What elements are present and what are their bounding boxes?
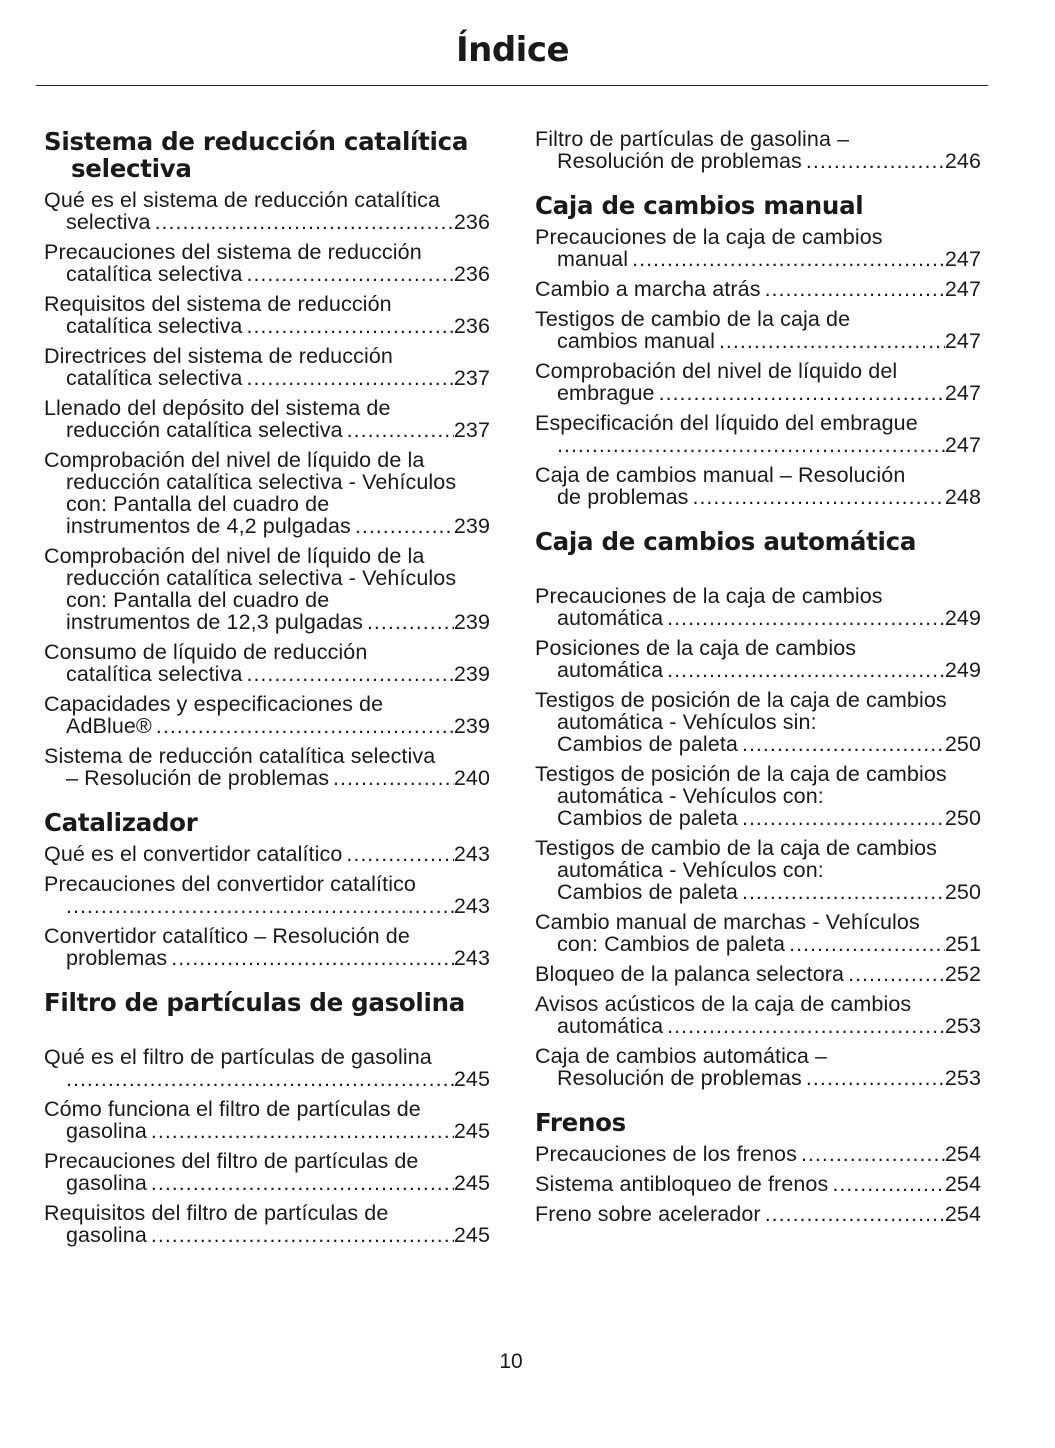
toc-entry[interactable] bbox=[44, 449, 490, 537]
toc-entry-leader-row bbox=[535, 278, 981, 300]
toc-entry[interactable] bbox=[535, 128, 981, 172]
toc-entry[interactable] bbox=[44, 397, 490, 441]
toc-page-number: 247 bbox=[944, 329, 981, 353]
toc-entry[interactable] bbox=[44, 241, 490, 285]
toc-entry-text: Resolución de problemas bbox=[557, 149, 802, 173]
toc-entry-text: Freno sobre acelerador bbox=[535, 1202, 761, 1226]
dot-leader bbox=[246, 315, 453, 337]
toc-entry-leader-row bbox=[535, 963, 981, 985]
toc-page-number: 245 bbox=[453, 1223, 490, 1247]
dot-leader bbox=[246, 263, 453, 285]
toc-entry-leader-row bbox=[557, 659, 981, 681]
dot-leader bbox=[632, 248, 945, 270]
toc-entry-text: reducción catalítica selectiva bbox=[66, 418, 343, 442]
dot-leader bbox=[151, 1172, 454, 1194]
dot-leader bbox=[347, 419, 454, 441]
dot-leader bbox=[742, 881, 945, 903]
toc-entry[interactable] bbox=[535, 689, 981, 755]
toc-page-number: 247 bbox=[944, 381, 981, 405]
toc-entry[interactable] bbox=[535, 585, 981, 629]
toc-entry-text: Cambio manual de marchas - Vehículos bbox=[535, 910, 920, 934]
toc-entry-leader-row bbox=[66, 663, 490, 685]
section-heading: Frenos bbox=[535, 1108, 626, 1137]
toc-entry-text: Testigos de cambio de la caja de bbox=[535, 307, 851, 331]
toc-entry-leader-row bbox=[557, 933, 981, 955]
toc-entry-text: gasolina bbox=[66, 1223, 147, 1247]
dot-leader bbox=[557, 434, 945, 456]
dot-leader bbox=[692, 486, 944, 508]
toc-entry-leader-row bbox=[66, 263, 490, 285]
toc-entry[interactable] bbox=[535, 464, 981, 508]
toc-entry[interactable] bbox=[535, 1173, 981, 1195]
toc-entry-text: Testigos de posición de la caja de cambios automática - Vehículos sin: bbox=[535, 688, 947, 734]
toc-page-number: 236 bbox=[453, 314, 490, 338]
toc-entry-text: catalítica selectiva bbox=[66, 314, 243, 338]
toc-entry-text: Precauciones del convertidor catalítico bbox=[44, 872, 416, 896]
toc-entry[interactable] bbox=[535, 1045, 981, 1089]
toc-entry-text: gasolina bbox=[66, 1171, 147, 1195]
toc-entry-leader-row bbox=[66, 715, 490, 737]
toc-section-frenos bbox=[535, 1109, 981, 1225]
title-divider bbox=[36, 85, 988, 86]
toc-entry-text: Convertidor catalítico – Resolución de bbox=[44, 924, 410, 948]
dot-leader bbox=[355, 515, 454, 537]
dot-leader bbox=[66, 895, 454, 917]
toc-page-number: 250 bbox=[944, 880, 981, 904]
toc-entry-text: embrague bbox=[557, 381, 655, 405]
dot-leader bbox=[832, 1173, 944, 1195]
toc-entry[interactable] bbox=[535, 1203, 981, 1225]
toc-page-number: 236 bbox=[453, 210, 490, 234]
dot-leader bbox=[151, 1120, 454, 1142]
toc-entry-text: Cómo funciona el filtro de partículas de bbox=[44, 1097, 421, 1121]
toc-entry-text: Cambio a marcha atrás bbox=[535, 277, 761, 301]
toc-entry-text: Qué es el convertidor catalítico bbox=[44, 842, 343, 866]
toc-entry-text: Posiciones de la caja de cambios bbox=[535, 636, 857, 660]
dot-leader bbox=[246, 663, 453, 685]
toc-entry-leader-row bbox=[535, 1173, 981, 1195]
dot-leader bbox=[171, 947, 454, 969]
toc-entry-text: Precauciones del filtro de partículas de bbox=[44, 1149, 419, 1173]
toc-entry-leader-row bbox=[557, 1015, 981, 1037]
toc-entry-leader-row bbox=[44, 843, 490, 865]
toc-entry-text: manual bbox=[557, 247, 629, 271]
toc-page-number: 247 bbox=[944, 433, 981, 457]
toc-page-number: 243 bbox=[453, 842, 490, 866]
dot-leader bbox=[346, 843, 453, 865]
toc-entry-leader-row bbox=[66, 367, 490, 389]
toc-entry-leader-row bbox=[535, 1143, 981, 1165]
toc-entry-text: automática bbox=[557, 606, 664, 630]
toc-entry-text: catalítica selectiva bbox=[66, 366, 243, 390]
toc-entry-leader-row bbox=[66, 419, 490, 441]
toc-entry[interactable] bbox=[44, 641, 490, 685]
toc-entry-text: Avisos acústicos de la caja de cambios bbox=[535, 992, 912, 1016]
toc-entry-leader-row bbox=[66, 767, 490, 789]
toc-entry-text: Capacidades y especificaciones de bbox=[44, 692, 384, 716]
section-heading: Filtro de partículas de gasolina bbox=[44, 988, 465, 1017]
toc-page-number: 243 bbox=[453, 946, 490, 970]
toc-entry[interactable] bbox=[44, 1202, 490, 1246]
toc-entry-leader-row bbox=[557, 330, 981, 352]
toc-entry-leader-row bbox=[66, 895, 490, 917]
dot-leader bbox=[765, 278, 945, 300]
section-heading: Caja de cambios manual bbox=[535, 191, 864, 220]
dot-leader bbox=[806, 150, 945, 172]
toc-entry[interactable] bbox=[44, 545, 490, 633]
toc-page-number: 239 bbox=[453, 662, 490, 686]
toc-entry-leader-row bbox=[66, 1120, 490, 1142]
toc-entry-text: Filtro de partículas de gasolina – bbox=[535, 127, 850, 151]
page-title: Índice bbox=[455, 30, 570, 70]
dot-leader bbox=[667, 607, 945, 629]
toc-entry-leader-row bbox=[557, 881, 981, 903]
dot-leader bbox=[789, 933, 945, 955]
dot-leader bbox=[333, 767, 454, 789]
toc-entry-text: Precauciones de la caja de cambios bbox=[535, 225, 883, 249]
toc-page-number: 249 bbox=[944, 658, 981, 682]
toc-entry[interactable] bbox=[535, 226, 981, 270]
toc-entry[interactable] bbox=[535, 911, 981, 955]
toc-entry-text: Directrices del sistema de reducción bbox=[44, 344, 393, 368]
toc-section bbox=[535, 128, 981, 172]
toc-entry-leader-row bbox=[557, 248, 981, 270]
toc-left-column bbox=[44, 128, 490, 1266]
toc-page-number: 243 bbox=[453, 894, 490, 918]
toc-page-number: 239 bbox=[453, 714, 490, 738]
toc-entry-text: Comprobación del nivel de líquido del bbox=[535, 359, 898, 383]
toc-page-number: 248 bbox=[944, 485, 981, 509]
toc-page-number: 254 bbox=[944, 1202, 981, 1226]
dot-leader bbox=[156, 715, 454, 737]
toc-page-number: 246 bbox=[944, 149, 981, 173]
toc-entry-text: Testigos de cambio de la caja de cambios automática - Vehículos con: bbox=[535, 836, 937, 882]
toc-entry-leader-row bbox=[535, 1203, 981, 1225]
toc-entry-text: Especificación del líquido del embrague bbox=[535, 411, 918, 435]
toc-entry-text: Qué es el filtro de partículas de gasolina bbox=[44, 1045, 432, 1069]
toc-entry-text: Cambios de paleta bbox=[557, 806, 738, 830]
toc-page-number: 239 bbox=[453, 610, 490, 634]
toc-entry[interactable] bbox=[44, 843, 490, 865]
toc-section-caja-de-cambios-automatica bbox=[535, 528, 981, 1089]
toc-entry[interactable] bbox=[44, 745, 490, 789]
toc-entry-text: instrumentos de 4,2 pulgadas bbox=[66, 514, 351, 538]
toc-entry-text: con: Cambios de paleta bbox=[557, 932, 786, 956]
toc-entry-leader-row bbox=[66, 1172, 490, 1194]
toc-entry[interactable] bbox=[44, 345, 490, 389]
toc-entry-text: gasolina bbox=[66, 1119, 147, 1143]
toc-page-number: 245 bbox=[453, 1171, 490, 1195]
toc-entry-text: Cambios de paleta bbox=[557, 732, 738, 756]
toc-entry-leader-row bbox=[557, 486, 981, 508]
dot-leader bbox=[367, 611, 454, 633]
toc-entry-text: Comprobación del nivel de líquido de la reducción catalítica selectiva - Vehículos con: Pantalla del cuadro de bbox=[44, 544, 457, 612]
dot-leader bbox=[806, 1067, 945, 1089]
toc-entry-text: Resolución de problemas bbox=[557, 1066, 802, 1090]
toc-page-number: 237 bbox=[453, 366, 490, 390]
toc-entry-text: Bloqueo de la palanca selectora bbox=[535, 962, 845, 986]
toc-entry-text: instrumentos de 12,3 pulgadas bbox=[66, 610, 363, 634]
toc-page-number: 239 bbox=[453, 514, 490, 538]
toc-page-number: 245 bbox=[453, 1067, 490, 1091]
dot-leader bbox=[667, 1015, 945, 1037]
toc-entry-text: problemas bbox=[66, 946, 168, 970]
toc-entry-leader-row bbox=[557, 733, 981, 755]
toc-entry-leader-row bbox=[66, 315, 490, 337]
toc-section-catalizador bbox=[44, 809, 490, 969]
toc-entry-text: Precauciones de los frenos bbox=[535, 1142, 797, 1166]
toc-page-number: 250 bbox=[944, 732, 981, 756]
toc-entry[interactable] bbox=[535, 412, 981, 456]
toc-entry[interactable] bbox=[44, 925, 490, 969]
toc-entry-leader-row bbox=[557, 434, 981, 456]
toc-entry[interactable] bbox=[44, 189, 490, 233]
toc-entry-leader-row bbox=[66, 1224, 490, 1246]
section-heading: Catalizador bbox=[44, 808, 198, 837]
toc-entry-text: Llenado del depósito del sistema de bbox=[44, 396, 391, 420]
toc-entry[interactable] bbox=[44, 693, 490, 737]
toc-entry[interactable] bbox=[535, 963, 981, 985]
toc-entry-text: catalítica selectiva bbox=[66, 262, 243, 286]
toc-entry-leader-row bbox=[66, 211, 490, 233]
dot-leader bbox=[765, 1203, 945, 1225]
toc-entry[interactable] bbox=[535, 637, 981, 681]
toc-section-caja-de-cambios-manual bbox=[535, 192, 981, 508]
toc-entry[interactable] bbox=[44, 873, 490, 917]
toc-entry-text: Precauciones de la caja de cambios bbox=[535, 584, 883, 608]
toc-entry[interactable] bbox=[535, 308, 981, 352]
dot-leader bbox=[667, 659, 945, 681]
toc-page-number: 254 bbox=[944, 1142, 981, 1166]
toc-entry-text: Consumo de líquido de reducción bbox=[44, 640, 368, 664]
toc-entry-text: Precauciones del sistema de reducción bbox=[44, 240, 422, 264]
toc-entry-text: Requisitos del sistema de reducción bbox=[44, 292, 392, 316]
toc-entry-text: Cambios de paleta bbox=[557, 880, 738, 904]
toc-entry-text: Requisitos del filtro de partículas de bbox=[44, 1201, 389, 1225]
toc-entry-leader-row bbox=[557, 382, 981, 404]
toc-entry[interactable] bbox=[535, 1143, 981, 1165]
toc-entry-leader-row bbox=[557, 1067, 981, 1089]
toc-entry-text: Comprobación del nivel de líquido de la reducción catalítica selectiva - Vehículos con: Pantalla del cuadro de bbox=[44, 448, 457, 516]
toc-entry[interactable] bbox=[44, 1098, 490, 1142]
toc-entry-text: AdBlue® bbox=[66, 714, 152, 738]
toc-entry-text: Testigos de posición de la caja de cambios automática - Vehículos con: bbox=[535, 762, 947, 808]
toc-page-number: 236 bbox=[453, 262, 490, 286]
toc-section-filtro-de-particulas-de-gasolina bbox=[44, 989, 490, 1246]
toc-entry[interactable] bbox=[535, 360, 981, 404]
toc-entry-text: – Resolución de problemas bbox=[66, 766, 330, 790]
toc-entry[interactable] bbox=[535, 837, 981, 903]
toc-page-number: 254 bbox=[944, 1172, 981, 1196]
toc-entry-text: Caja de cambios manual – Resolución bbox=[535, 463, 906, 487]
toc-entry-leader-row bbox=[66, 1068, 490, 1090]
toc-entry-text: Caja de cambios automática – bbox=[535, 1044, 828, 1068]
toc-entry-text: catalítica selectiva bbox=[66, 662, 243, 686]
toc-entry-leader-row bbox=[557, 150, 981, 172]
toc-page-number: 247 bbox=[944, 277, 981, 301]
toc-entry[interactable] bbox=[44, 1150, 490, 1194]
dot-leader bbox=[719, 330, 945, 352]
toc-entry-leader-row bbox=[66, 611, 490, 633]
toc-entry[interactable] bbox=[44, 1046, 490, 1090]
toc-entry-text: Sistema de reducción catalítica selectiva bbox=[44, 744, 436, 768]
toc-entry-leader-row bbox=[66, 515, 490, 537]
dot-leader bbox=[246, 367, 453, 389]
toc-page-number: 245 bbox=[453, 1119, 490, 1143]
dot-leader bbox=[742, 807, 945, 829]
toc-entry-text: Sistema antibloqueo de frenos bbox=[535, 1172, 829, 1196]
toc-entry-text: Qué es el sistema de reducción catalítica bbox=[44, 188, 441, 212]
toc-entry[interactable] bbox=[44, 293, 490, 337]
toc-entry-text: cambios manual bbox=[557, 329, 715, 353]
dot-leader bbox=[155, 211, 454, 233]
dot-leader bbox=[848, 963, 945, 985]
toc-page-number: 253 bbox=[944, 1014, 981, 1038]
page-number: 10 bbox=[499, 1350, 523, 1373]
toc-page-number: 249 bbox=[944, 606, 981, 630]
section-heading: Sistema de reducción catalítica selectiva bbox=[44, 127, 469, 183]
dot-leader bbox=[151, 1224, 454, 1246]
toc-page-number: 250 bbox=[944, 806, 981, 830]
toc-entry-text: automática bbox=[557, 658, 664, 682]
toc-section-sistema-de-reduccion-catalitica-selectiva bbox=[44, 128, 490, 789]
section-heading: Caja de cambios automática bbox=[535, 527, 917, 556]
toc-entry[interactable] bbox=[535, 993, 981, 1037]
dot-leader bbox=[66, 1068, 454, 1090]
toc-right-column bbox=[535, 128, 981, 1245]
dot-leader bbox=[659, 382, 945, 404]
toc-page-number: 253 bbox=[944, 1066, 981, 1090]
toc-entry-leader-row bbox=[557, 807, 981, 829]
toc-page-number: 252 bbox=[944, 962, 981, 986]
dot-leader bbox=[801, 1143, 945, 1165]
toc-page-number: 247 bbox=[944, 247, 981, 271]
toc-entry-text: automática bbox=[557, 1014, 664, 1038]
toc-entry[interactable] bbox=[535, 763, 981, 829]
toc-page-number: 251 bbox=[944, 932, 981, 956]
toc-entry-text: selectiva bbox=[66, 210, 151, 234]
toc-page-number: 240 bbox=[453, 766, 490, 790]
toc-page-number: 237 bbox=[453, 418, 490, 442]
dot-leader bbox=[742, 733, 945, 755]
toc-entry-leader-row bbox=[557, 607, 981, 629]
toc-entry[interactable] bbox=[535, 278, 981, 300]
toc-entry-leader-row bbox=[66, 947, 490, 969]
toc-entry-text: de problemas bbox=[557, 485, 689, 509]
